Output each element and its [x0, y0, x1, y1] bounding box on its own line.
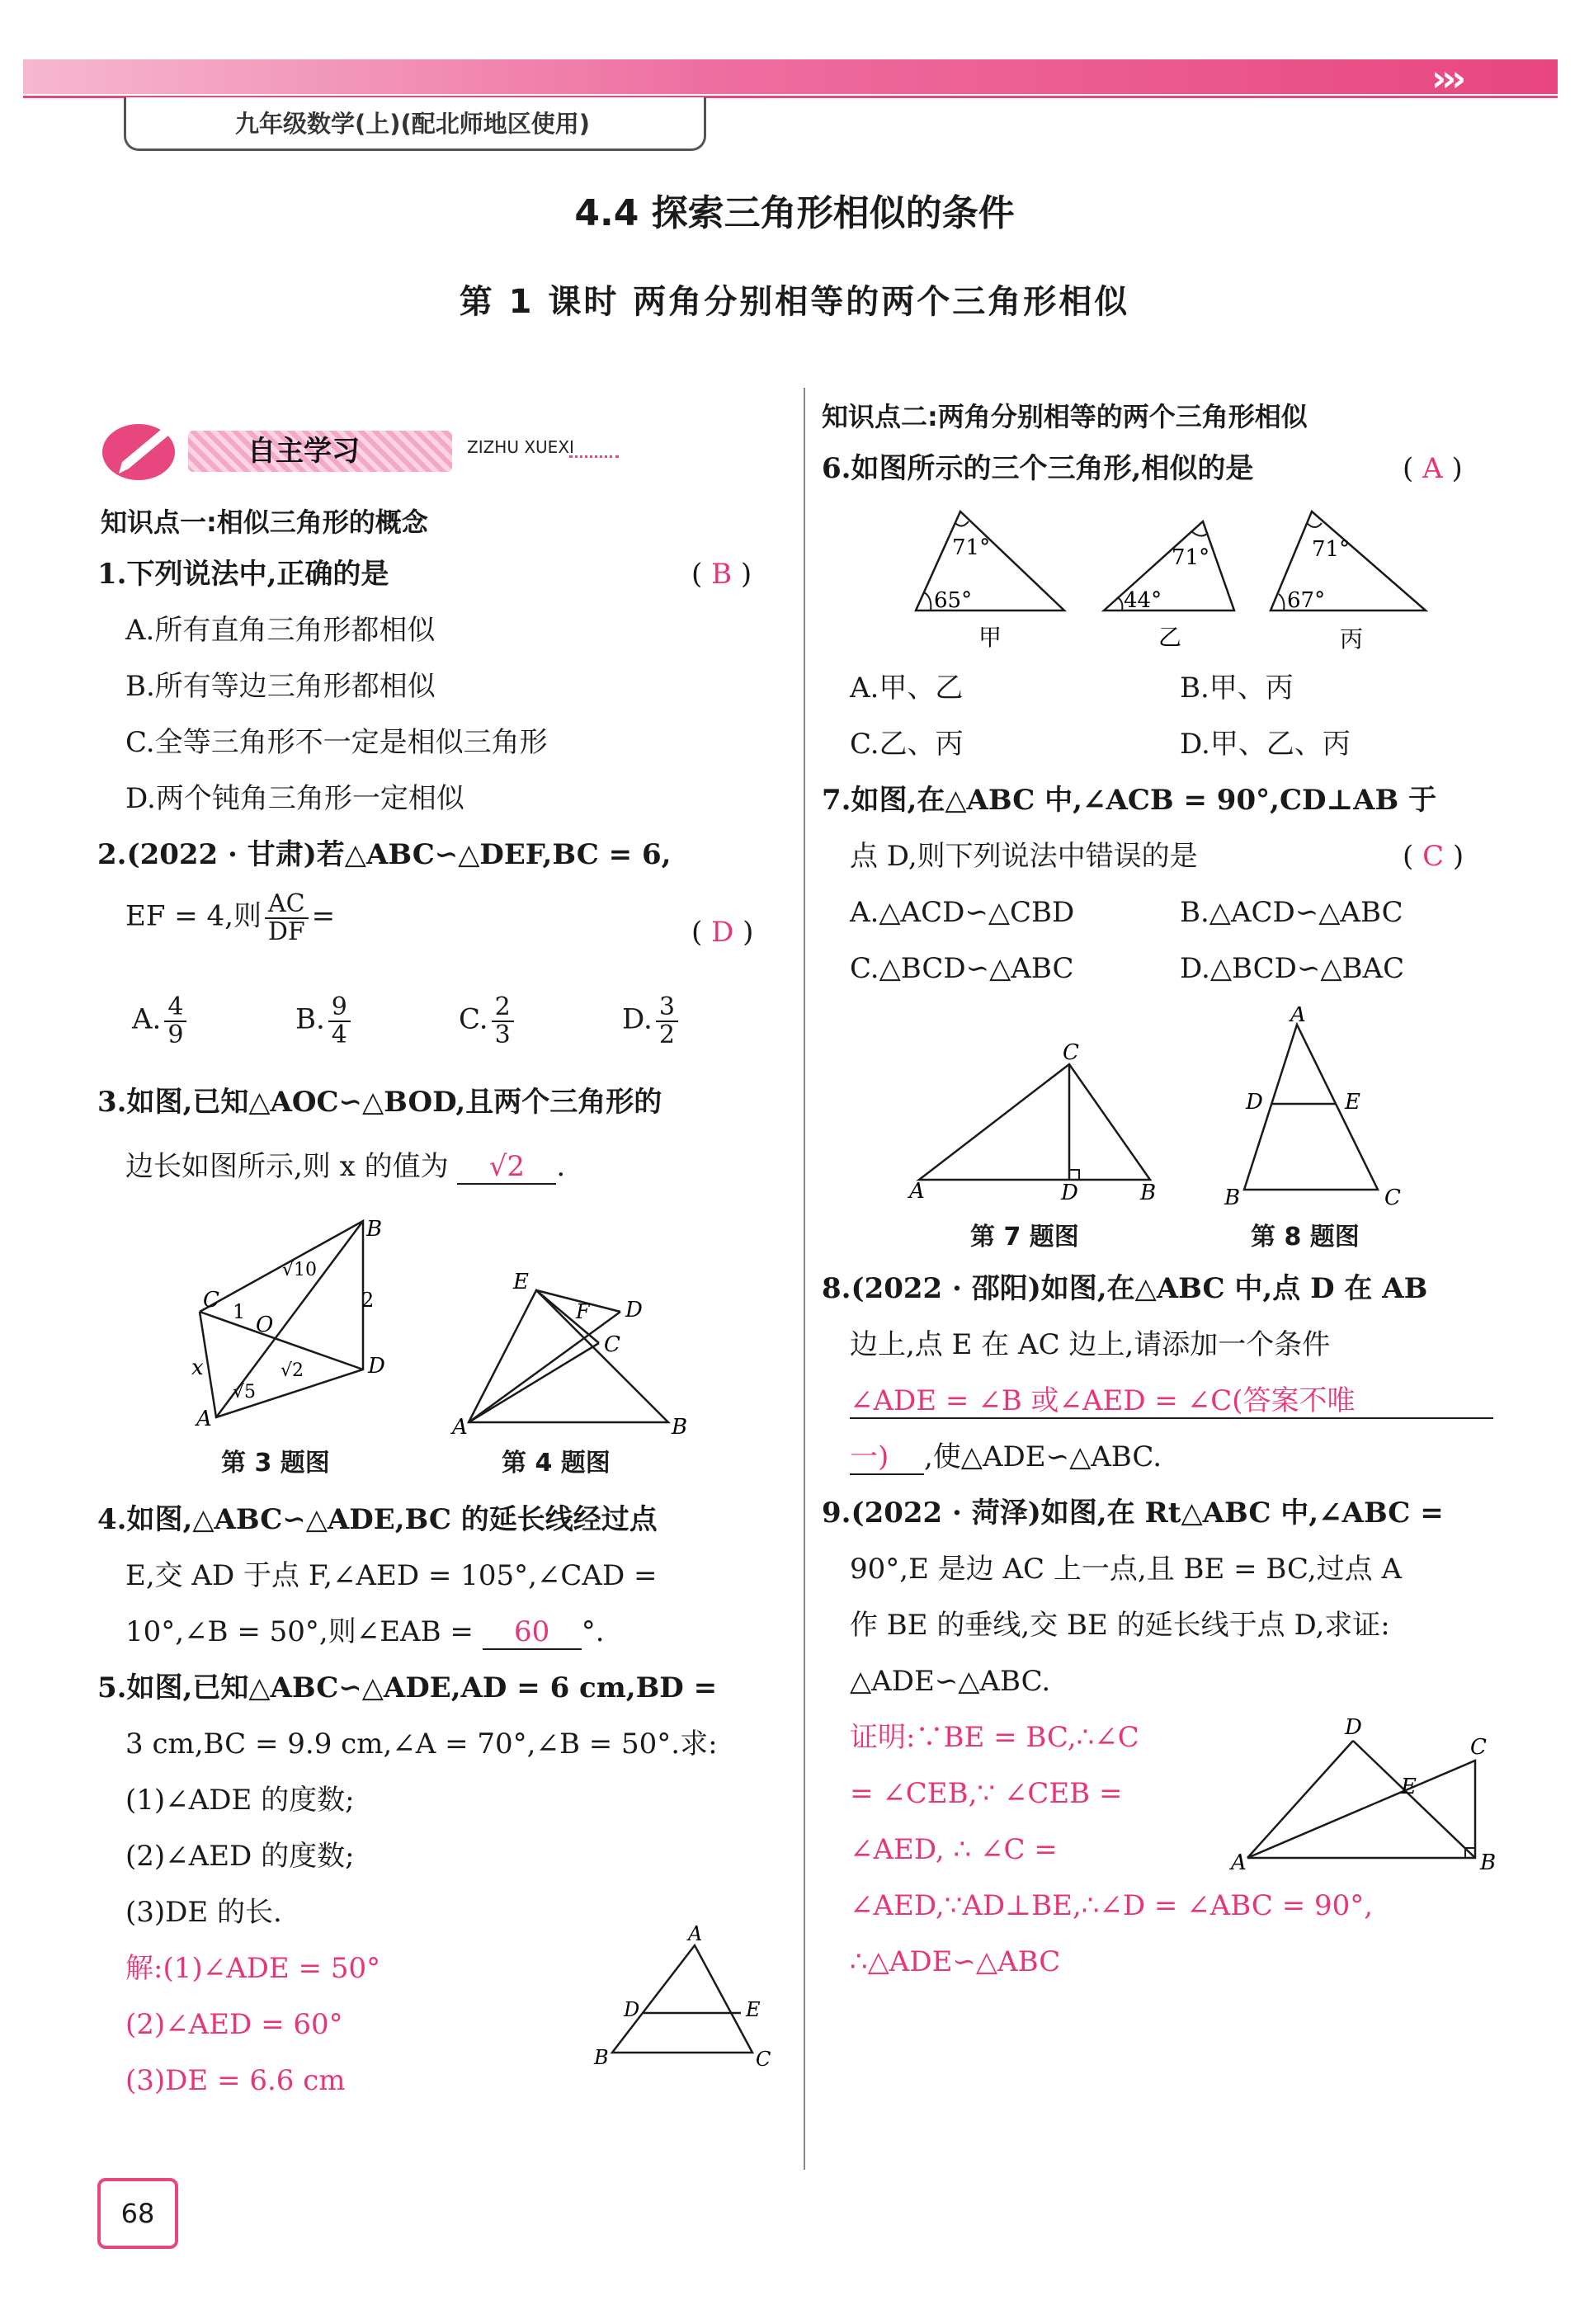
- fig7-label-c: C: [1063, 1041, 1079, 1065]
- fig8-label-b: B: [1224, 1186, 1241, 1210]
- q2-answer: ( D ): [691, 916, 754, 949]
- pen-icon: [97, 419, 196, 485]
- q9-line4: △ADE∽△ABC.: [850, 1665, 1051, 1698]
- badge-subtitle: ZIZHU XUEXI: [467, 437, 574, 457]
- q2-option-b: B. $\frac{9}{4}$: [295, 994, 354, 1048]
- fig5-label-a: A: [688, 1922, 703, 1945]
- knowledge-point-2: 知识点二:两角分别相等的两个三角形相似: [822, 401, 1308, 432]
- chevrons-icon: ›››: [1431, 58, 1462, 100]
- badge-dotted-line: [569, 455, 619, 458]
- q3-line2: 边长如图所示,则 x 的值为 √2 .: [125, 1150, 566, 1183]
- q3-line1: 3.如图,已知△AOC∽△BOD,且两个三角形的: [97, 1086, 662, 1119]
- q7-option-b: B.△ACD∽△ABC: [1180, 896, 1403, 929]
- figure-9: [1229, 1708, 1510, 1873]
- fig9-label-a: A: [1231, 1850, 1247, 1873]
- q9-proof-5: ∴△ADE∽△ABC: [850, 1945, 1061, 1978]
- fig4-caption: 第 4 题图: [502, 1449, 611, 1478]
- tri2-angle-top: 71°: [1172, 545, 1210, 570]
- tri1-angle-left: 65°: [934, 588, 973, 613]
- fig7-label-d: D: [1061, 1181, 1078, 1205]
- q4-line1: 4.如图,△ABC∽△ADE,BC 的延长线经过点: [97, 1503, 658, 1536]
- lesson-title: 第 1 课时 两角分别相等的两个三角形相似: [459, 283, 1130, 321]
- q2-option-c: C. $\frac{2}{3}$: [459, 994, 517, 1048]
- q4-line2: E,交 AD 于点 F,∠AED = 105°,∠CAD =: [125, 1559, 658, 1592]
- fig7-caption: 第 7 题图: [970, 1223, 1079, 1252]
- fig4-label-c: C: [604, 1332, 620, 1357]
- fig9-label-b: B: [1480, 1850, 1497, 1873]
- figure-3: [182, 1213, 396, 1435]
- q7-answer: ( C ): [1403, 840, 1464, 873]
- q7-option-c: C.△BCD∽△ABC: [850, 952, 1074, 985]
- q1-option-d: D.两个钝角三角形一定相似: [125, 782, 464, 815]
- q6-answer: ( A ): [1403, 452, 1463, 485]
- figure-4: [446, 1261, 701, 1442]
- figure-6: [908, 505, 1444, 653]
- q1-stem: 1.下列说法中,正确的是: [97, 558, 389, 591]
- q7-option-a: A.△ACD∽△CBD: [850, 896, 1075, 929]
- q8-answer-line2: 一): [850, 1440, 924, 1475]
- fig5-label-d: D: [624, 1998, 640, 2021]
- fig3-label-sqrt5: √5: [233, 1382, 257, 1402]
- q4-line3: 10°,∠B = 50°,则∠EAB = 60 °.: [125, 1615, 605, 1648]
- fig8-label-a: A: [1290, 1006, 1306, 1027]
- fig4-label-b: B: [672, 1415, 688, 1440]
- q2-line1: 2.(2022 · 甘肃)若△ABC∽△DEF,BC = 6,: [97, 838, 672, 871]
- fig8-label-e: E: [1345, 1090, 1360, 1115]
- tri3-angle-left: 67°: [1287, 588, 1326, 613]
- header-band: [23, 59, 1558, 94]
- fig4-label-e: E: [513, 1270, 529, 1294]
- fig3-label-o: O: [256, 1313, 274, 1337]
- section-title: 4.4 探索三角形相似的条件: [574, 192, 1015, 234]
- q9-proof-2: = ∠CEB,∵ ∠CEB =: [850, 1777, 1123, 1810]
- fig7-label-a: A: [909, 1179, 925, 1204]
- fig5-label-b: B: [594, 2046, 609, 2069]
- q1-option-c: C.全等三角形不一定是相似三角形: [125, 726, 548, 759]
- fig9-label-d: D: [1345, 1715, 1362, 1740]
- q9-proof-3: ∠AED, ∴ ∠C =: [850, 1833, 1058, 1866]
- q6-option-c: C.乙、丙: [850, 728, 964, 761]
- q8-answer-line1: ∠ADE = ∠B 或∠AED = ∠C(答案不唯: [850, 1384, 1493, 1419]
- q4-answer: 60: [483, 1615, 582, 1650]
- q2-line2: EF = 4,则 $\frac{AC}{DF}$ =: [125, 889, 336, 946]
- q9-proof-1: 证明:∵BE = BC,∴∠C: [850, 1721, 1139, 1754]
- tri1-angle-top: 71°: [952, 535, 991, 560]
- q3-answer: √2: [457, 1150, 556, 1185]
- q6-option-d: D.甲、乙、丙: [1180, 728, 1351, 761]
- badge-label: 自主学习: [248, 435, 360, 468]
- fig4-label-d: D: [625, 1298, 643, 1322]
- fig9-label-c: C: [1470, 1735, 1487, 1760]
- fig4-label-a: A: [452, 1415, 468, 1440]
- q5-solution-1: 解:(1)∠ADE = 50°: [125, 1952, 381, 1985]
- q9-line2: 90°,E 是边 AC 上一点,且 BE = BC,过点 A: [850, 1553, 1402, 1586]
- fig8-caption: 第 8 题图: [1251, 1223, 1360, 1252]
- fig9-label-e: E: [1401, 1775, 1417, 1799]
- figure-5: [586, 1922, 784, 2079]
- page-number: 68: [97, 2178, 178, 2249]
- fig5-label-c: C: [756, 2048, 771, 2071]
- q6-option-a: A.甲、乙: [850, 672, 964, 705]
- fig3-label-b: B: [366, 1217, 383, 1242]
- fig3-label-1: 1: [233, 1300, 246, 1323]
- q8-line4: 一) ,使△ADE∽△ABC.: [850, 1440, 1162, 1473]
- q7-line1: 7.如图,在△ABC 中,∠ACB = 90°,CD⊥AB 于: [822, 784, 1437, 817]
- q7-line2: 点 D,则下列说法中错误的是: [850, 840, 1198, 873]
- fig4-label-f: F: [576, 1300, 590, 1323]
- q5-part-2: (2)∠AED 的度数;: [125, 1840, 355, 1873]
- q5-part-1: (1)∠ADE 的度数;: [125, 1784, 355, 1817]
- fig3-label-sqrt10: √10: [282, 1260, 318, 1280]
- q2-option-d: D. $\frac{3}{2}$: [622, 994, 681, 1048]
- q1-answer: ( B ): [691, 558, 752, 591]
- q2-option-a: A. $\frac{4}{9}$: [132, 994, 190, 1048]
- tri3-angle-top: 71°: [1312, 537, 1351, 562]
- q9-line1: 9.(2022 · 菏泽)如图,在 Rt△ABC 中,∠ABC =: [822, 1497, 1444, 1530]
- q5-line2: 3 cm,BC = 9.9 cm,∠A = 70°,∠B = 50°.求:: [125, 1728, 718, 1761]
- fig3-label-d: D: [368, 1354, 385, 1379]
- column-divider: [804, 388, 805, 2170]
- fig3-label-a: A: [196, 1407, 212, 1431]
- fig7-label-b: B: [1140, 1181, 1157, 1205]
- q6-option-b: B.甲、丙: [1180, 672, 1294, 705]
- q2-fraction: $\frac{AC}{DF}$: [265, 891, 309, 945]
- fig3-label-c: C: [203, 1288, 219, 1313]
- q8-line2: 边上,点 E 在 AC 边上,请添加一个条件: [850, 1328, 1331, 1361]
- fig3-caption: 第 3 题图: [221, 1449, 330, 1478]
- fig5-label-e: E: [746, 1998, 761, 2021]
- q8-line1: 8.(2022 · 邵阳)如图,在△ABC 中,点 D 在 AB: [822, 1272, 1428, 1305]
- q9-line3: 作 BE 的垂线,交 BE 的延长线于点 D,求证:: [850, 1609, 1390, 1642]
- q5-part-3: (3)DE 的长.: [125, 1896, 282, 1929]
- fig3-label-2: 2: [361, 1289, 375, 1312]
- book-title: 九年级数学(上)(配北师地区使用): [234, 110, 591, 138]
- figure-7: [908, 1041, 1180, 1206]
- q1-option-a: A.所有直角三角形都相似: [125, 614, 436, 647]
- knowledge-point-1: 知识点一:相似三角形的概念: [101, 507, 428, 538]
- fig3-label-x: x: [191, 1355, 204, 1380]
- fig3-label-sqrt2: √2: [281, 1360, 304, 1381]
- fig8-label-d: D: [1246, 1090, 1263, 1115]
- q6-stem: 6.如图所示的三个三角形,相似的是: [822, 452, 1254, 485]
- q5-solution-3: (3)DE = 6.6 cm: [125, 2064, 346, 2097]
- tri3-name: 丙: [1340, 625, 1364, 653]
- q5-line1: 5.如图,已知△ABC∽△ADE,AD = 6 cm,BD =: [97, 1671, 718, 1704]
- fig8-label-c: C: [1384, 1186, 1401, 1210]
- q1-option-b: B.所有等边三角形都相似: [125, 670, 436, 703]
- tri2-name: 乙: [1158, 624, 1182, 651]
- tri1-name: 甲: [978, 624, 1002, 651]
- q5-solution-2: (2)∠AED = 60°: [125, 2008, 343, 2041]
- q9-proof-4: ∠AED,∵AD⊥BE,∴∠D = ∠ABC = 90°,: [850, 1889, 1374, 1922]
- tri2-angle-left: 44°: [1124, 588, 1162, 613]
- figure-8: [1213, 1006, 1427, 1213]
- q7-option-d: D.△BCD∽△BAC: [1180, 952, 1405, 985]
